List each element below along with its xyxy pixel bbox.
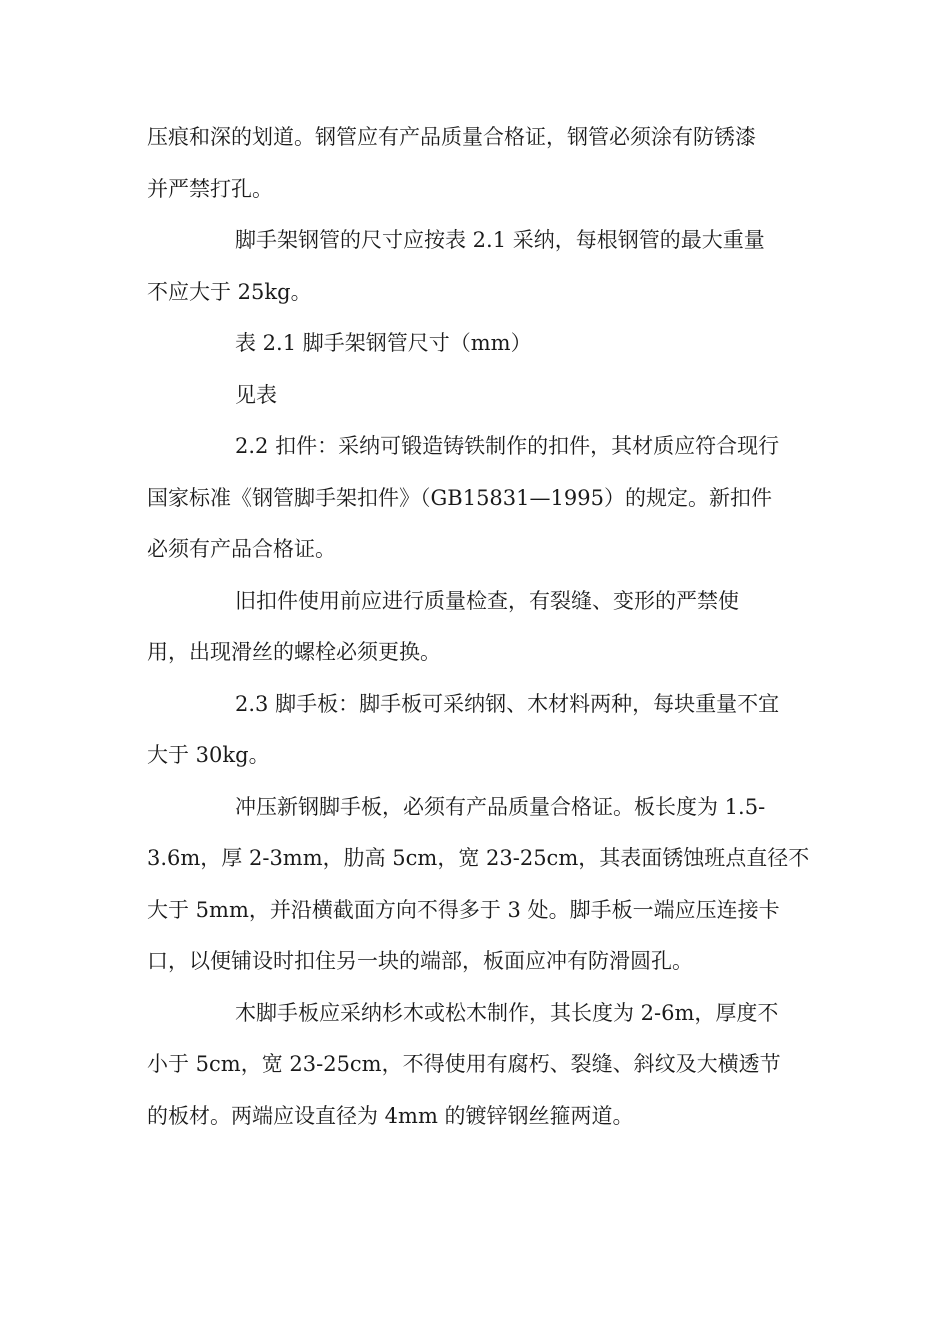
text-line: 用，出现滑丝的螺栓必须更换。: [147, 640, 441, 664]
text-line: 冲压新钢脚手板，必须有产品质量合格证。板长度为 1.5-: [235, 794, 766, 819]
text-line: 不应大于 25kg。: [147, 279, 312, 304]
table-caption: 表 2.1 脚手架钢管尺寸（mm）: [235, 331, 532, 355]
text-line: 并严禁打孔。: [147, 176, 273, 201]
text-line: 小于 5cm，宽 23-25cm，不得使用有腐朽、裂缝、斜纹及大横透节: [147, 1052, 781, 1076]
text-line: 脚手架钢管的尺寸应按表 2.1 采纳，每根钢管的最大重量: [235, 228, 765, 252]
text-line: 见表: [235, 382, 277, 407]
text-line: 的板材。两端应设直径为 4mm 的镀锌钢丝箍两道。: [147, 1103, 634, 1128]
text-line: 旧扣件使用前应进行质量检查，有裂缝、变形的严禁使: [235, 588, 739, 613]
text-line: 必须有产品合格证。: [147, 537, 336, 561]
section-heading-line: 2.2 扣件：采纳可锻造铸铁制作的扣件，其材质应符合现行: [235, 434, 780, 458]
text-line: 大于 30kg。: [147, 743, 270, 767]
text-line: 国家标准《钢管脚手架扣件》（GB15831—1995）的规定。新扣件: [147, 485, 772, 510]
section-heading-line: 2.3 脚手板：脚手板可采纳钢、木材料两种，每块重量不宜: [235, 691, 780, 716]
text-line: 3.6m，厚 2-3mm，肋高 5cm，宽 23-25cm，其表面锈蚀班点直径不: [147, 846, 810, 870]
text-line: 口，以便铺设时扣住另一块的端部，板面应冲有防滑圆孔。: [147, 949, 693, 973]
text-line: 木脚手板应采纳杉木或松木制作，其长度为 2-6m，厚度不: [235, 1000, 779, 1025]
text-line: 大于 5mm，并沿横截面方向不得多于 3 处。脚手板一端应压连接卡: [147, 897, 780, 922]
text-line: 压痕和深的划道。钢管应有产品质量合格证，钢管必须涂有防锈漆: [147, 125, 756, 149]
body-text: [147, 112, 810, 1142]
